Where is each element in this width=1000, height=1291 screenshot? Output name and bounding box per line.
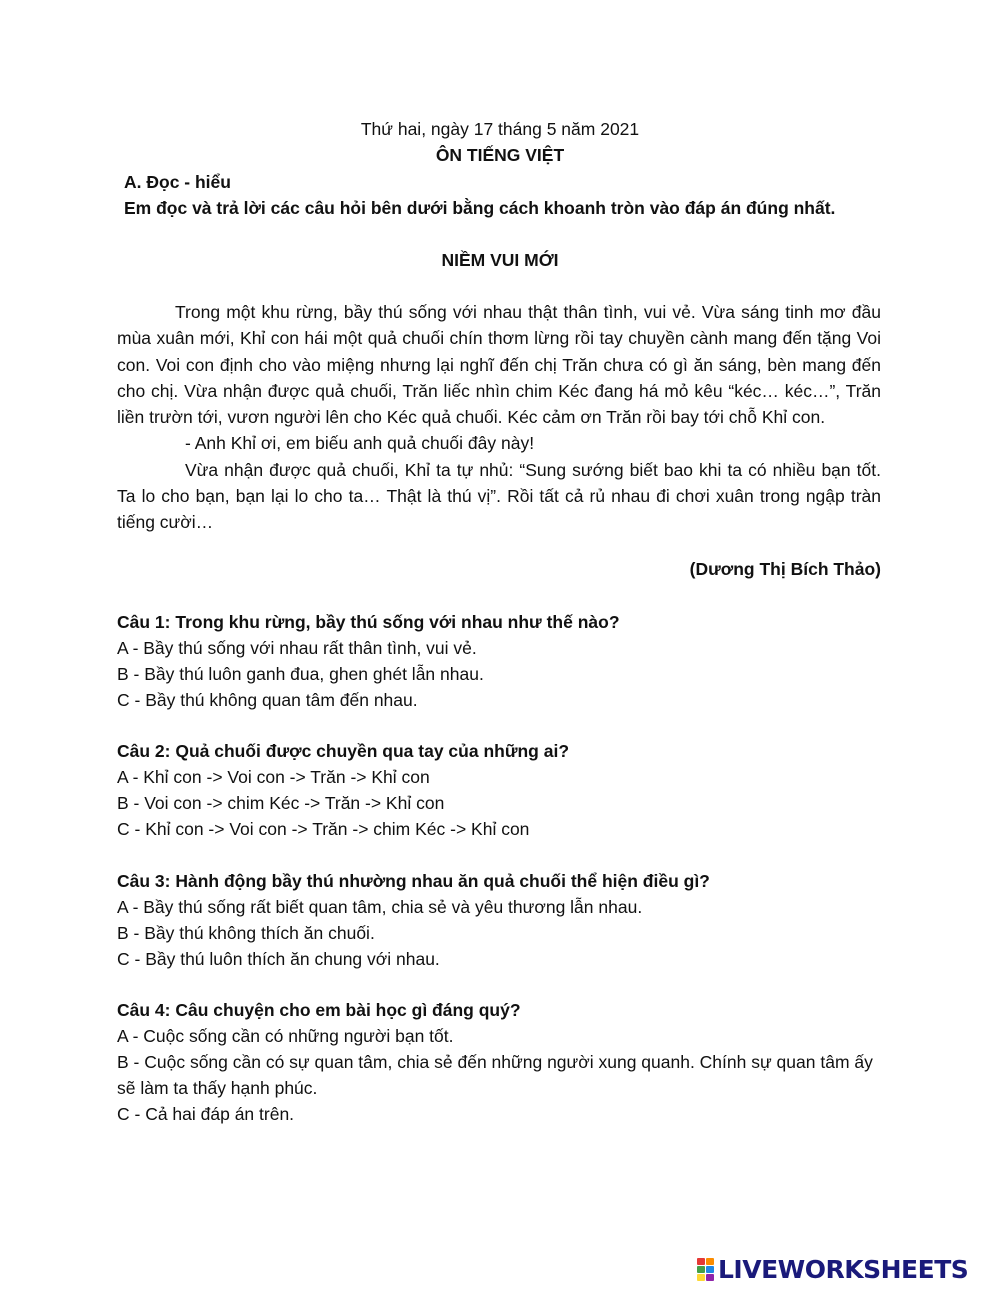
subject-title: ÔN TIẾNG VIỆT	[435, 145, 565, 165]
question-2-option-c[interactable]: C - Khỉ con -> Voi con -> Trăn -> chim Kéc -> Khỉ con	[117, 819, 530, 839]
question-3-option-a[interactable]: A - Bầy thú sống rất biết quan tâm, chia sẻ và yêu thương lẫn nhau.	[117, 897, 643, 917]
date-line: Thứ hai, ngày 17 tháng 5 năm 2021	[360, 119, 640, 139]
logo-tiles-icon	[696, 1257, 714, 1281]
question-4-option-c[interactable]: C - Cả hai đáp án trên.	[117, 1104, 295, 1124]
story-title: NIỀM VUI MỚI	[441, 250, 559, 270]
instruction-text: Em đọc và trả lời các câu hỏi bên dưới bằng cách khoanh tròn vào đáp án đúng nhất.	[124, 198, 836, 218]
question-2-option-b[interactable]: B - Voi con -> chim Kéc -> Trăn -> Khỉ con	[117, 793, 445, 813]
liveworksheets-logo	[696, 1254, 968, 1284]
question-3: Câu 3: Hành động bầy thú nhường nhau ăn quả chuối thể hiện điều gì?	[117, 871, 710, 891]
question-block-4	[117, 997, 887, 1127]
question-3-option-b[interactable]: B - Bầy thú không thích ăn chuối.	[117, 923, 375, 943]
question-1-option-a[interactable]: A - Bầy thú sống với nhau rất thân tình, vui vẻ.	[117, 638, 477, 658]
story-passage	[117, 299, 881, 536]
question-1-option-b[interactable]: B - Bầy thú luôn ganh đua, ghen ghét lẫn nhau.	[117, 664, 484, 684]
question-2-option-a[interactable]: A - Khỉ con -> Voi con -> Trăn -> Khỉ con	[117, 767, 430, 787]
story-paragraph-1: Trong một khu rừng, bầy thú sống với nhau thật thân tình, vui vẻ. Vừa sáng tinh mơ đầu mùa xuân mới, Khỉ con hái một quả chuối chín thơm lừng rồi tay chuyền cành mang đến tặng Voi con. Voi con định cho vào miệng nhưng lại nghĩ đến chị Trăn chưa có gì ăn sáng, bèn mang đến cho chị. Vừa nhận được quả chuối, Trăn liếc nhìn chim Kéc đang há mỏ kêu “kéc… kéc…”, Trăn liền trườn tới, vươn người lên cho Kéc quả chuối. Kéc cảm ơn Trăn rồi bay tới chỗ Khỉ con.	[117, 302, 881, 428]
question-block-1	[117, 609, 887, 713]
question-4-option-b[interactable]: B - Cuộc sống cần có sự quan tâm, chia sẻ đến những người xung quanh. Chính sự quan tâm ấy sẽ làm ta thấy hạnh phúc.	[117, 1052, 873, 1098]
logo-text: LIVEWORKSHEETS	[718, 1254, 969, 1284]
story-author: (Dương Thị Bích Thảo)	[689, 559, 881, 579]
question-4-option-a[interactable]: A - Cuộc sống cần có những người bạn tốt.	[117, 1026, 454, 1046]
story-paragraph-2: - Anh Khỉ ơi, em biếu anh quả chuối đây này!	[185, 433, 535, 454]
section-heading: A. Đọc - hiểu	[124, 172, 231, 192]
question-block-2	[117, 738, 887, 842]
question-4: Câu 4: Câu chuyện cho em bài học gì đáng quý?	[117, 1000, 521, 1020]
question-block-3	[117, 868, 887, 972]
question-1-option-c[interactable]: C - Bầy thú không quan tâm đến nhau.	[117, 690, 418, 710]
story-paragraph-3: Vừa nhận được quả chuối, Khỉ ta tự nhủ: “Sung sướng biết bao khi ta có nhiều bạn tốt. Ta lo cho bạn, bạn lại lo cho ta… Thật là thú vị”. Rồi tất cả rủ nhau đi chơi xuân trong ngập tràn tiếng cười…	[117, 459, 881, 533]
question-3-option-c[interactable]: C - Bầy thú luôn thích ăn chung với nhau.	[117, 949, 440, 969]
question-2: Câu 2: Quả chuối được chuyền qua tay của những ai?	[117, 741, 570, 761]
question-1: Câu 1: Trong khu rừng, bầy thú sống với nhau như thế nào?	[117, 612, 620, 632]
